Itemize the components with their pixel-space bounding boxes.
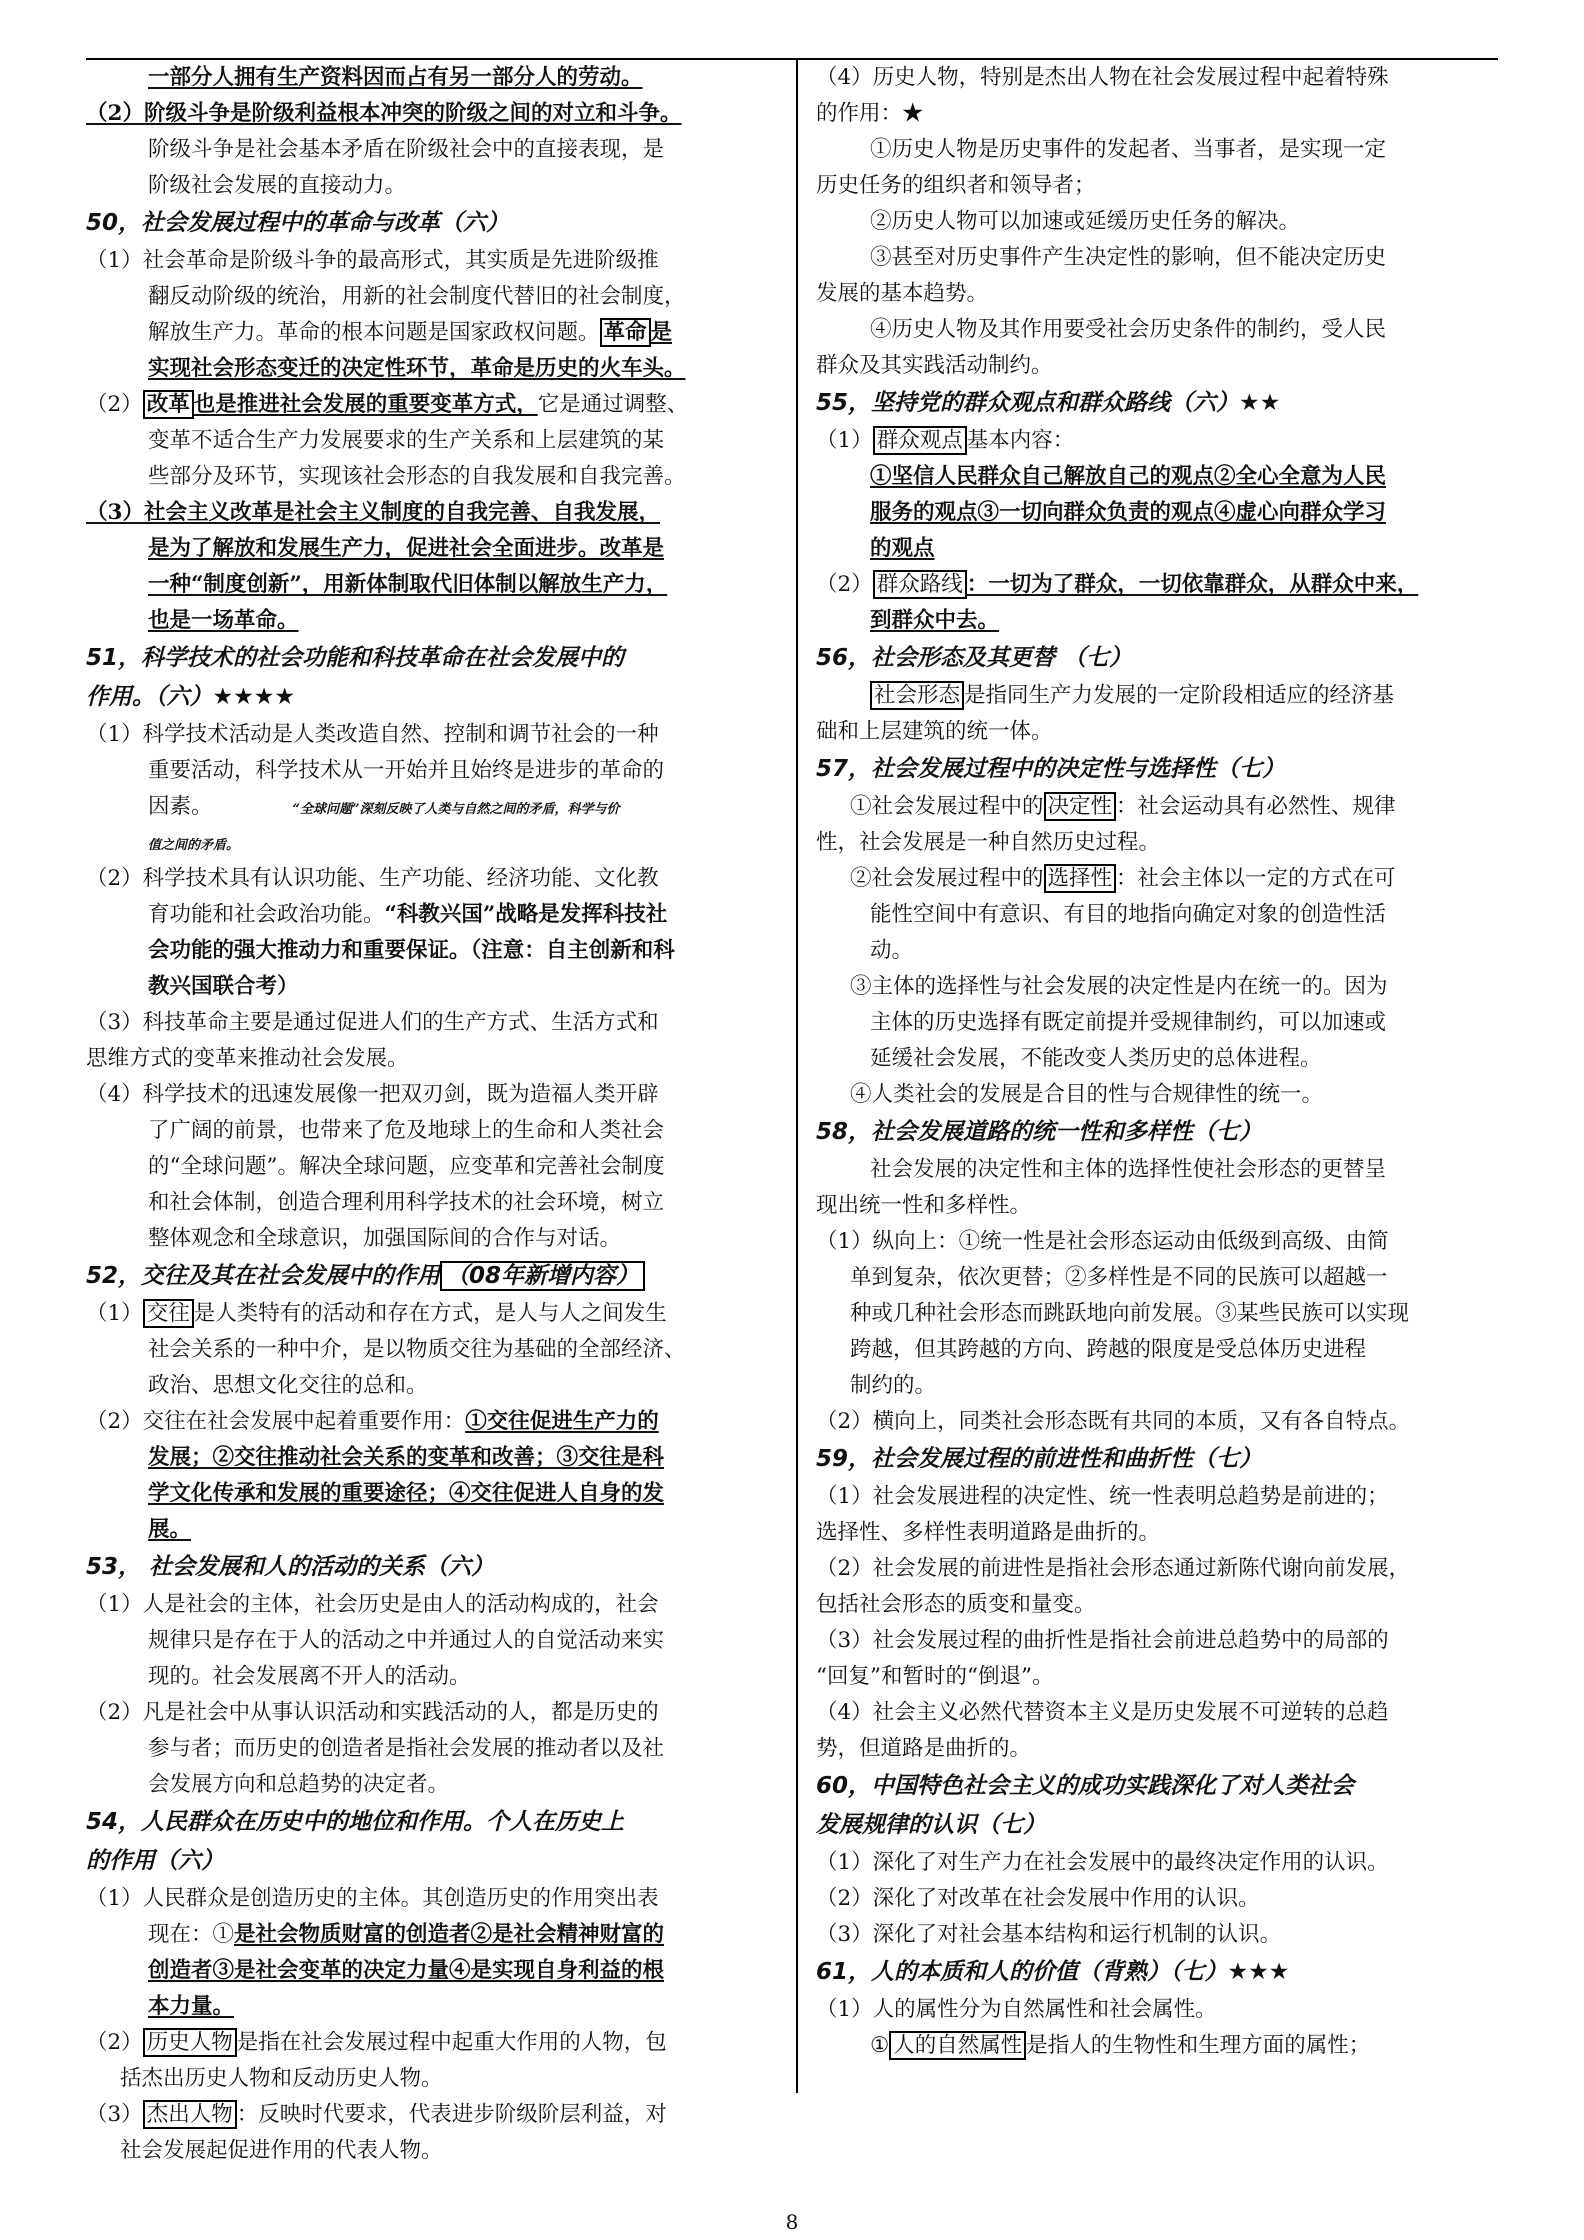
text-line: 一种“制度创新”，用新体制取代旧体制以解放生产力， — [148, 572, 668, 597]
text-line: ②历史人物可以加速或延缓历史任务的解决。 — [870, 209, 1301, 234]
text-line — [86, 1404, 776, 1440]
section-heading-54-cont: 的作用（六） — [86, 1848, 224, 1874]
text-span: 也是推进社会发展的重要变革方式， — [193, 392, 538, 417]
text-line: （4）历史人物，特别是杰出人物在社会发展过程中起着特殊 — [816, 65, 1389, 90]
text-line: （2）社会发展的前进性是指社会形态通过新陈代谢向前发展， — [816, 1556, 1411, 1581]
text-span: （1） — [86, 1301, 143, 1326]
text-line: 变革不适合生产力发展要求的生产关系和上层建筑的某 — [148, 428, 665, 453]
text-line: ①历史人物是历史事件的发起者、当事者，是实现一定 — [870, 137, 1387, 162]
section-heading-59: 59，社会发展过程的前进性和曲折性（七） — [816, 1446, 1263, 1472]
text-line: 社会发展的决定性和主体的选择性使社会形态的更替呈 — [870, 1157, 1387, 1182]
text-line: 规律只是存在于人的活动之中并通过人的自觉活动来实 — [148, 1628, 665, 1653]
key-term-box: 交往 — [143, 1299, 194, 1328]
text-line: 参与者；而历史的创造者是指社会发展的推动者以及社 — [148, 1736, 665, 1761]
section-heading-61: 61，人的本质和人的价值（背熟）（七）★★★ — [816, 1959, 1290, 1985]
text-line: 整体观念和全球意识，加强国际间的合作与对话。 — [148, 1226, 622, 1251]
text-line — [86, 897, 776, 933]
text-line: 延缓社会发展，不能改变人类历史的总体进程。 — [870, 1046, 1322, 1071]
text-line: 思维方式的变革来推动社会发展。 — [86, 1046, 409, 1071]
text-line: （2）横向上，同类社会形态既有共同的本质，又有各自特点。 — [816, 1409, 1411, 1434]
text-line: （1）人的属性分为自然属性和社会属性。 — [816, 1997, 1217, 2022]
page-number: 8 — [785, 2210, 799, 2234]
note-text: 值之间的矛盾。 — [148, 838, 240, 853]
text-line — [86, 1917, 776, 1953]
text-line: 些部分及环节，实现该社会形态的自我发展和自我完善。 — [148, 464, 686, 489]
key-term-box: 决定性 — [1044, 792, 1117, 821]
text-line: 展。 — [148, 1517, 192, 1542]
text-line: 群众及其实践活动制约。 — [816, 353, 1053, 378]
right-column — [816, 60, 1496, 2064]
section-heading-56: 56，社会形态及其更替 （七） — [816, 645, 1133, 671]
section-heading-54: 54，人民群众在历史中的地位和作用。个人在历史上 — [86, 1809, 625, 1835]
text-line: 了广阔的前景，也带来了危及地球上的生命和人类社会 — [148, 1118, 665, 1143]
text-line: 会功能的强大推动力和重要保证。（注意：自主创新和科 — [148, 938, 675, 963]
text-span: ②社会发展过程中的 — [850, 866, 1044, 891]
text-span: 是指人的生物性和生理方面的属性； — [1026, 2033, 1371, 2058]
text-span: 基本内容： — [966, 428, 1075, 453]
text-line: 实现社会形态变迁的决定性环节，革命是历史的火车头。 — [148, 356, 686, 381]
text-line: 社会关系的一种中介，是以物质交往为基础的全部经济、 — [148, 1337, 686, 1362]
left-column — [86, 60, 776, 2169]
text-span: “科教兴国”战略是发挥科技社 — [384, 902, 668, 927]
section-heading-50: 50，社会发展过程中的革命与改革（六） — [86, 210, 510, 236]
text-line: （1）纵向上：①统一性是社会形态运动由低级到高级、由简 — [816, 1229, 1389, 1254]
text-line: 性，社会发展是一种自然历史过程。 — [816, 830, 1161, 855]
text-span: 是 — [650, 320, 673, 345]
text-line: （3）社会发展过程的曲折性是指社会前进总趋势中的局部的 — [816, 1628, 1389, 1653]
section-heading-51: 51，科学技术的社会功能和科技革命在社会发展中的 — [86, 645, 625, 671]
text-line: 发展的基本趋势。 — [816, 281, 989, 306]
text-line: 势，但道路是曲折的。 — [816, 1736, 1032, 1761]
text-line — [816, 2028, 1496, 2064]
text-line: 服务的观点③一切向群众负责的观点④虚心向群众学习 — [870, 500, 1387, 525]
text-line: 现出统一性和多样性。 — [816, 1193, 1032, 1218]
key-term-box: 杰出人物 — [143, 2100, 237, 2129]
key-term-box: 社会形态 — [870, 681, 964, 710]
text-line — [816, 567, 1496, 603]
key-term-box: 历史人物 — [143, 2028, 237, 2057]
text-line: （1）科学技术活动是人类改造自然、控制和调节社会的一种 — [86, 722, 659, 747]
text-span: （2） — [86, 2030, 143, 2055]
text-line: 能性空间中有意识、有目的地指向确定对象的创造性活 — [870, 902, 1387, 927]
text-line: 教兴国联合考） — [148, 974, 299, 999]
text-line: 阶级斗争是社会基本矛盾在阶级社会中的直接表现，是 — [148, 137, 665, 162]
section-heading-57: 57，社会发展过程中的决定性与选择性（七） — [816, 756, 1286, 782]
text-line: （1）人是社会的主体，社会历史是由人的活动构成的，社会 — [86, 1592, 659, 1617]
text-line: 学文化传承和发展的重要途径；④交往促进人自身的发 — [148, 1481, 665, 1506]
text-line: 主体的历史选择有既定前提并受规律制约，可以加速或 — [870, 1010, 1387, 1035]
text-line: 现的。社会发展离不开人的活动。 — [148, 1664, 471, 1689]
text-line: （1）社会革命是阶级斗争的最高形式，其实质是先进阶级推 — [86, 248, 659, 273]
text-line: 历史任务的组织者和领导者； — [816, 173, 1096, 198]
text-line: （4）社会主义必然代替资本主义是历史发展不可逆转的总趋 — [816, 1700, 1389, 1725]
text-line: 选择性、多样性表明道路是曲折的。 — [816, 1520, 1161, 1545]
section-heading-53: 53， 社会发展和人的活动的关系（六） — [86, 1554, 495, 1580]
text-span: （3） — [86, 2102, 143, 2127]
text-span: ①社会发展过程中的 — [850, 794, 1044, 819]
text-line: 也是一场革命。 — [148, 608, 299, 633]
text-span: （2）交往在社会发展中起着重要作用： — [86, 1409, 466, 1434]
text-line: 动。 — [870, 938, 914, 963]
text-span: ：一切为了群众，一切依靠群众，从群众中来， — [966, 572, 1419, 597]
text-span: 现在：① — [148, 1922, 235, 1947]
text-line: 政治、思想文化交往的总和。 — [148, 1373, 428, 1398]
text-line — [816, 861, 1496, 897]
text-line: 本力量。 — [148, 1994, 235, 2019]
text-span: 是指在社会发展过程中起重大作用的人物，包 — [236, 2030, 667, 2055]
section-heading-60: 60，中国特色社会主义的成功实践深化了对人类社会 — [816, 1773, 1355, 1799]
text-line: 的“全球问题”。解决全球问题，应变革和完善社会制度 — [148, 1154, 665, 1179]
text-line: 阶级社会发展的直接动力。 — [148, 173, 407, 198]
text-line: 社会发展起促进作用的代表人物。 — [120, 2138, 443, 2163]
text-line — [816, 789, 1496, 825]
text-line: （2）阶级斗争是阶级利益根本冲突的阶级之间的对立和斗争。 — [86, 101, 682, 126]
text-line: ③甚至对历史事件产生决定性的影响，但不能决定历史 — [870, 245, 1387, 270]
text-span: （1） — [816, 428, 873, 453]
text-line: 发展；②交往推动社会关系的变革和改善；③交往是科 — [148, 1445, 665, 1470]
text-line: 种或几种社会形态而跳跃地向前发展。③某些民族可以实现 — [850, 1301, 1410, 1326]
text-line: ④人类社会的发展是合目的性与合规律性的统一。 — [850, 1082, 1324, 1107]
text-line: 翻反动阶级的统治，用新的社会制度代替旧的社会制度， — [148, 284, 686, 309]
text-line — [86, 387, 776, 423]
key-term-box: 群众观点 — [873, 426, 967, 455]
note-text: “全球问题”深刻反映了人类与自然之间的矛盾，科学与价 — [292, 802, 620, 817]
text-line: 单到复杂，依次更替；②多样性是不同的民族可以超越一 — [850, 1265, 1388, 1290]
key-term-box: 革命 — [600, 318, 651, 347]
text-line: 创造者③是社会变革的决定力量④是实现自身利益的根 — [148, 1958, 665, 1983]
text-line — [816, 423, 1496, 459]
text-line: 的观点 — [870, 536, 935, 561]
text-line: （3）社会主义改革是社会主义制度的自我完善、自我发展， — [86, 500, 660, 525]
text-line — [816, 678, 1496, 714]
text-line: 一部分人拥有生产资料因而占有另一部分人的劳动。 — [148, 65, 643, 90]
text-line: 会发展方向和总趋势的决定者。 — [148, 1772, 450, 1797]
section-heading-51-cont: 作用。（六）★★★★ — [86, 684, 295, 710]
text-line: （4）科学技术的迅速发展像一把双刃剑，既为造福人类开辟 — [86, 1082, 659, 1107]
text-line: 的作用：★ — [816, 101, 924, 126]
column-divider — [796, 58, 798, 2093]
text-line: 括杰出历史人物和反动历史人物。 — [120, 2066, 443, 2091]
text-line: “回复”和暂时的“倒退”。 — [816, 1664, 1054, 1689]
section-heading-52 — [86, 1257, 776, 1296]
text-line: ④历史人物及其作用要受社会历史条件的制约，受人民 — [870, 317, 1387, 342]
text-span: ：社会运动具有必然性、规律 — [1116, 794, 1396, 819]
text-line: 是为了解放和发展生产力，促进社会全面进步。改革是 — [148, 536, 665, 561]
text-span: ① — [870, 2033, 890, 2058]
text-line: （3）科技革命主要是通过促进人们的生产方式、生活方式和 — [86, 1010, 659, 1035]
text-span: 是人类特有的活动和存在方式，是人与人之间发生 — [193, 1301, 667, 1326]
key-term-box: 选择性 — [1044, 864, 1117, 893]
text-line: ①坚信人民群众自己解放自己的观点②全心全意为人民 — [870, 464, 1387, 489]
heading-text: 52，交往及其在社会发展中的作用 — [86, 1263, 441, 1289]
text-line — [86, 1296, 776, 1332]
text-line: ③主体的选择性与社会发展的决定性是内在统一的。因为 — [850, 974, 1388, 999]
text-line: 制约的。 — [850, 1373, 937, 1398]
text-span: （2） — [816, 572, 873, 597]
text-line — [86, 2097, 776, 2133]
text-span: 因素。 — [148, 794, 213, 819]
text-span: ：反映时代要求，代表进步阶级阶层利益，对 — [236, 2102, 667, 2127]
text-span: 育功能和社会政治功能。 — [148, 902, 385, 927]
text-line: 到群众中去。 — [870, 608, 1000, 633]
text-span: 它是通过调整、 — [537, 392, 689, 417]
text-span: 是社会物质财富的创造者②是社会精神财富的 — [234, 1922, 665, 1947]
key-term-box: 群众路线 — [873, 570, 967, 599]
new-content-tag: （08年新增内容） — [440, 1261, 645, 1291]
text-line: （1）深化了对生产力在社会发展中的最终决定作用的认识。 — [816, 1850, 1389, 1875]
text-line: （1）社会发展进程的决定性、统一性表明总趋势是前进的； — [816, 1484, 1389, 1509]
text-span: （2） — [86, 392, 143, 417]
text-line — [86, 2025, 776, 2061]
text-span: ①交往促进生产力的 — [465, 1409, 659, 1434]
key-term-box: 人的自然属性 — [889, 2031, 1026, 2060]
text-line — [86, 315, 776, 351]
text-span: ：社会主体以一定的方式在可 — [1116, 866, 1396, 891]
section-heading-58: 58，社会发展道路的统一性和多样性（七） — [816, 1119, 1263, 1145]
text-line: （2）凡是社会中从事认识活动和实践活动的人，都是历史的 — [86, 1700, 659, 1725]
text-line: 和社会体制，创造合理利用科学技术的社会环境，树立 — [148, 1190, 665, 1215]
text-line: 重要活动，科学技术从一开始并且始终是进步的革命的 — [148, 758, 665, 783]
text-span: 是指同生产力发展的一定阶段相适应的经济基 — [964, 683, 1395, 708]
text-line — [86, 825, 776, 861]
text-line — [86, 789, 776, 825]
text-span: 解放生产力。革命的根本问题是国家政权问题。 — [148, 320, 600, 345]
text-line: 础和上层建筑的统一体。 — [816, 719, 1053, 744]
text-line: 跨越，但其跨越的方向、跨越的限度是受总体历史进程 — [850, 1337, 1367, 1362]
text-line: （2）科学技术具有认识功能、生产功能、经济功能、文化教 — [86, 866, 659, 891]
text-line: （3）深化了对社会基本结构和运行机制的认识。 — [816, 1922, 1282, 1947]
text-line: （1）人民群众是创造历史的主体。其创造历史的作用突出表 — [86, 1886, 659, 1911]
text-line: 包括社会形态的质变和量变。 — [816, 1592, 1096, 1617]
section-heading-60-cont: 发展规律的认识（七） — [816, 1812, 1046, 1838]
key-term-box: 改革 — [143, 390, 194, 419]
text-line: （2）深化了对改革在社会发展中作用的认识。 — [816, 1886, 1260, 1911]
section-heading-55: 55，坚持党的群众观点和群众路线（六）★★ — [816, 390, 1281, 416]
